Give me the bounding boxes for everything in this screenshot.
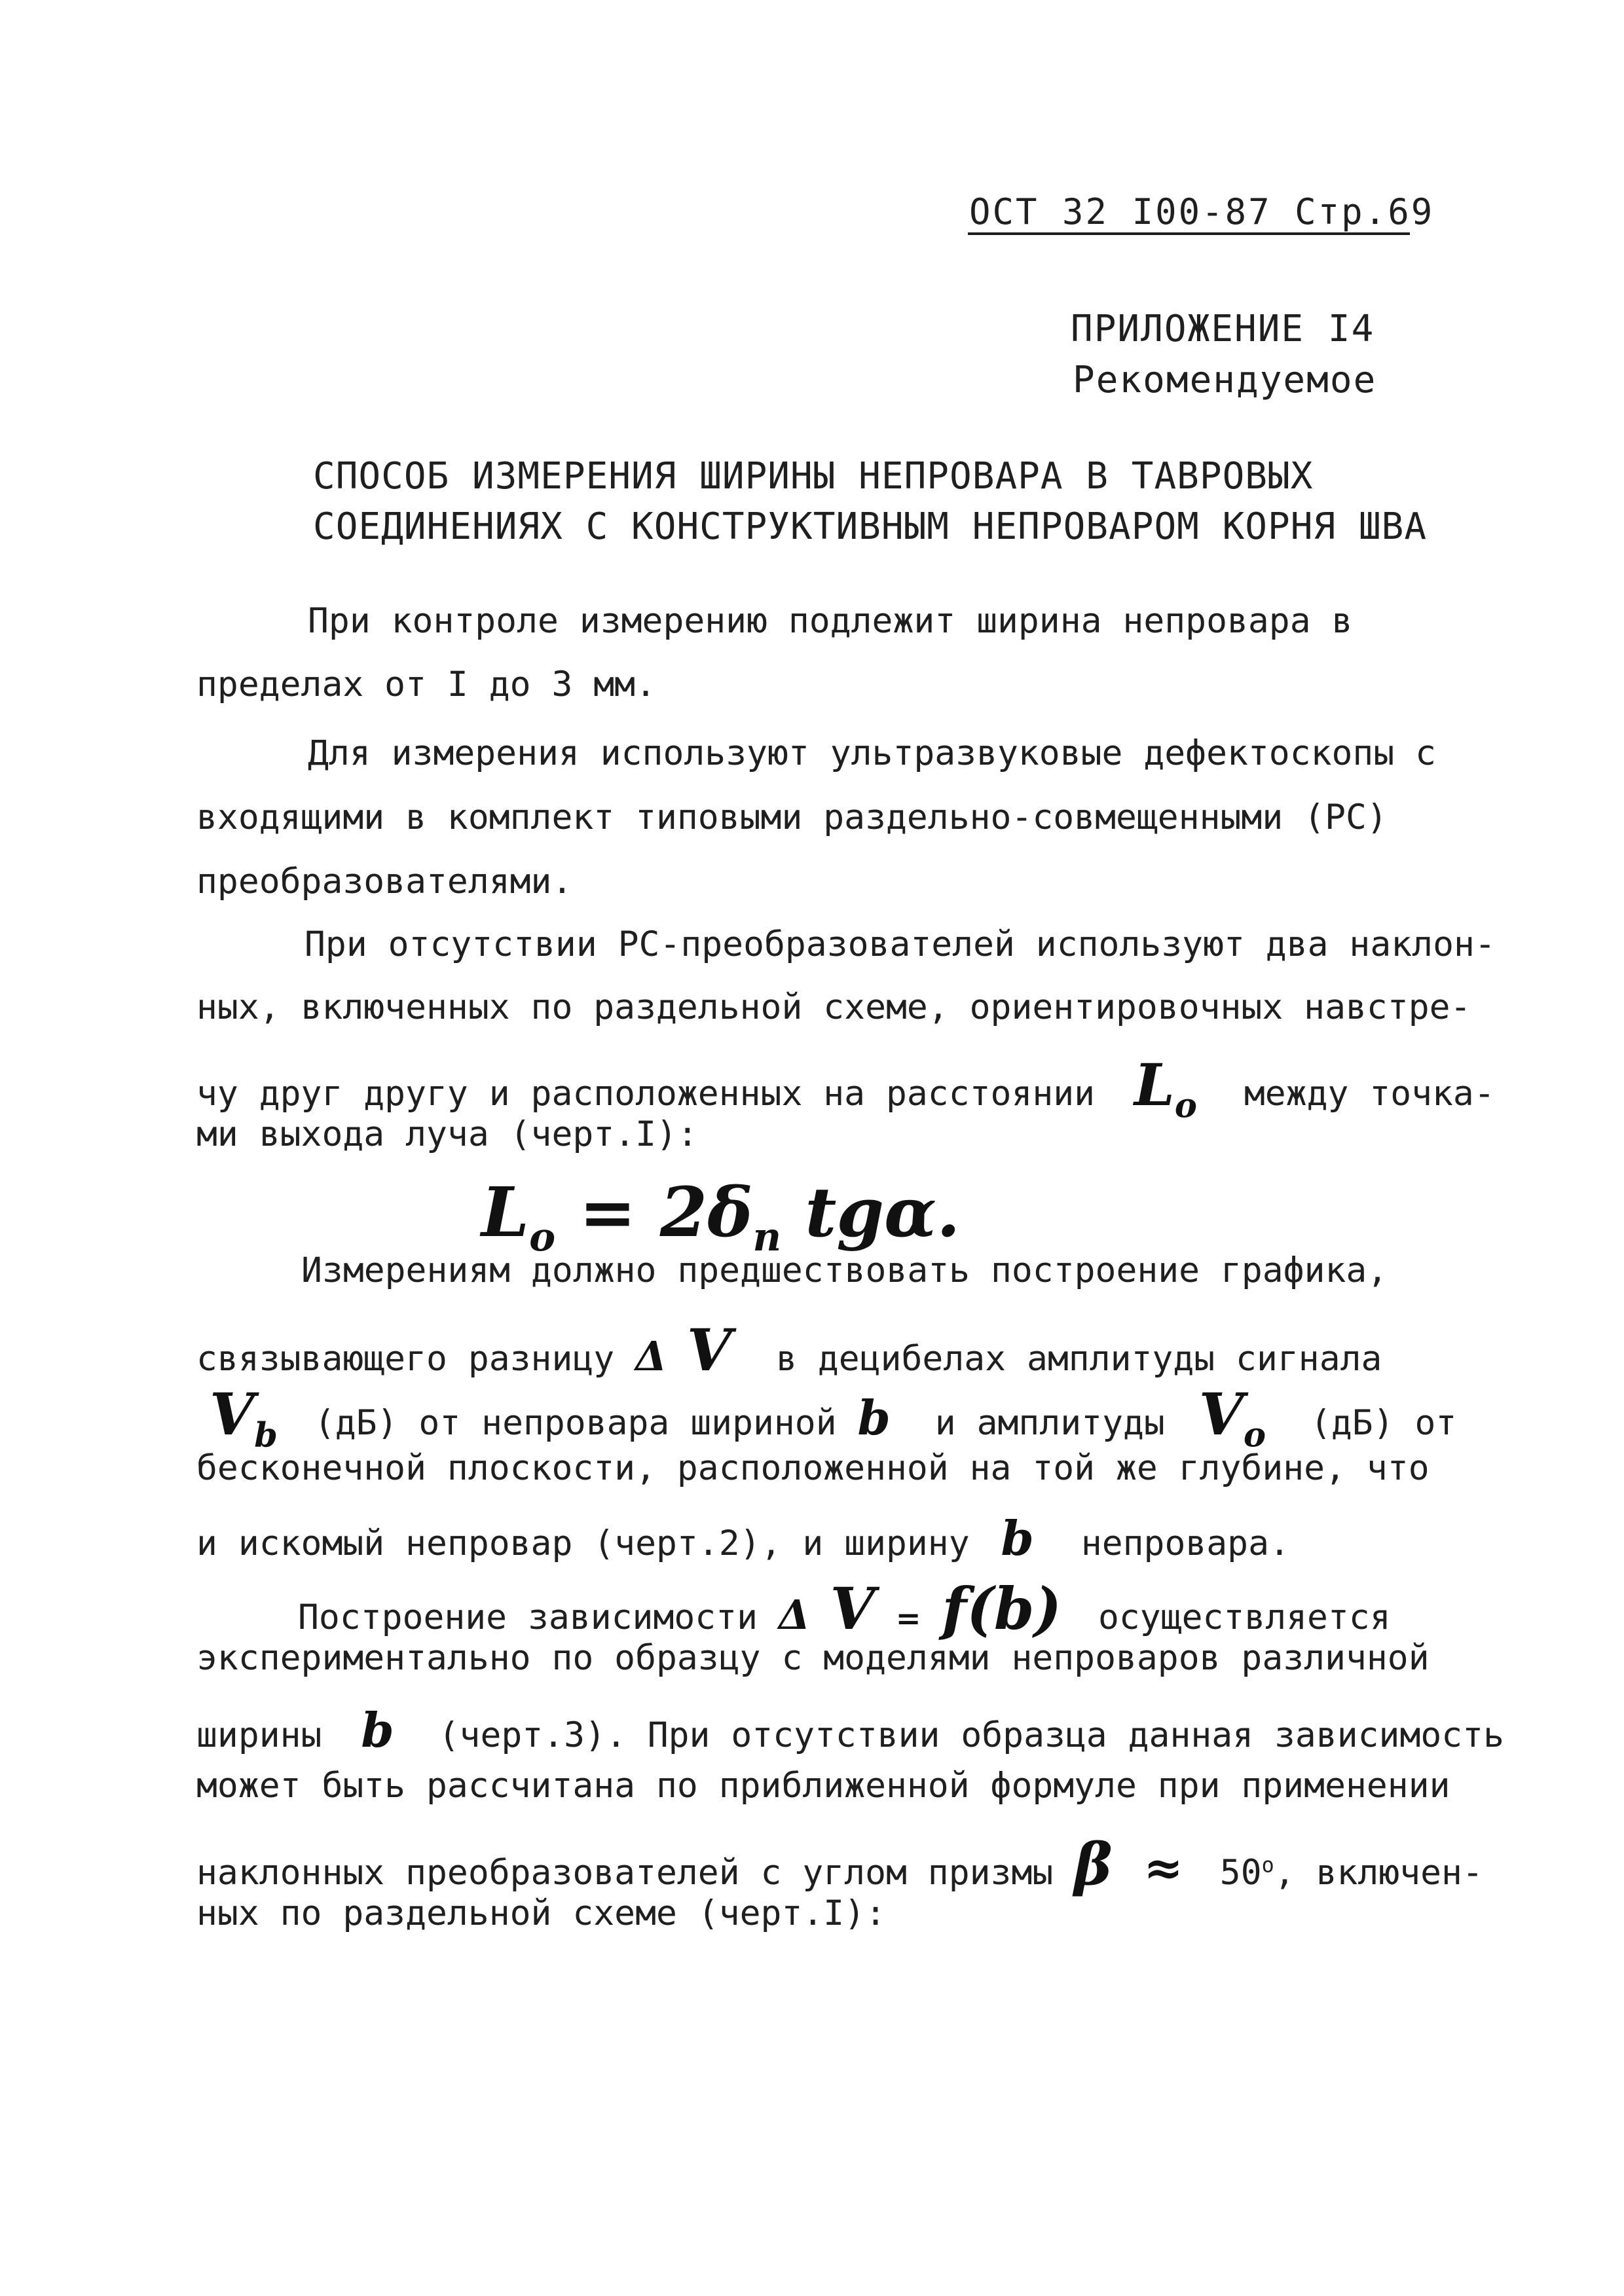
paragraph-2-line-1: Для измерения используют ультразвуковые дефектоскопы с	[308, 733, 1437, 773]
document-header-code: ОСТ 32 I00-87 Стр.69	[969, 191, 1435, 232]
paragraph-5-line-5: наклонных преобразователей с углом призмы β ≈ 50$^o$, включен-	[196, 1830, 1483, 1898]
paragraph-4-line-3: $V_b$ (дБ) от непровара шириной b и амплитуды $V_o$ (дБ) от	[210, 1380, 1457, 1455]
symbol-beta: β	[1074, 1830, 1113, 1898]
symbol-b: b	[1001, 1510, 1034, 1566]
paragraph-1-line-1: При контроле измерению подлежит ширина непровара в	[308, 601, 1353, 641]
paragraph-2-line-3: преобразователями.	[196, 862, 573, 902]
symbol-Vb: $V_b$	[210, 1380, 278, 1455]
appendix-status: Рекомендуемое	[1073, 359, 1377, 401]
paragraph-5-line-6: ных по раздельной схеме (черт.I):	[196, 1893, 886, 1933]
paragraph-4-line-1: Измерениям должно предшествовать построение графика,	[301, 1250, 1388, 1290]
appendix-label: ПРИЛОЖЕНИЕ I4	[1071, 308, 1375, 350]
symbol-L0: $L_o$	[1134, 1051, 1197, 1126]
symbol-delta-V: Δ V	[778, 1575, 875, 1643]
symbol-V0: $V_o$	[1198, 1380, 1266, 1455]
paragraph-5-line-4: может быть рассчитана по приближенной формуле при применении	[196, 1766, 1450, 1806]
symbol-delta-V: Δ V	[635, 1316, 732, 1384]
symbol-approx: ≈	[1143, 1840, 1183, 1895]
header-underline	[968, 232, 1410, 235]
symbol-f-of-b: f(b)	[942, 1575, 1062, 1643]
paragraph-3-line-4: ми выхода луча (черт.I):	[196, 1114, 698, 1154]
paragraph-5-line-3: ширины b (черт.3). При отсутствии образца данная зависимость	[196, 1702, 1504, 1758]
paragraph-2-line-2: входящими в комплект типовыми раздельно-совмещенными (РС)	[196, 797, 1388, 837]
paragraph-3-line-2: ных, включенных по раздельной схеме, ориентировочных навстре-	[196, 987, 1471, 1027]
paragraph-5-line-1: Построение зависимости Δ V = f(b) осуществляется	[298, 1575, 1391, 1643]
title-line-1: СПОСОБ ИЗМЕРЕНИЯ ШИРИНЫ НЕПРОВАРА В ТАВРОВЫХ	[313, 455, 1314, 498]
paragraph-1-line-2: пределах от I до 3 мм.	[196, 665, 656, 704]
paragraph-4-line-5: и искомый непровар (черт.2), и ширину b непровара.	[196, 1510, 1290, 1566]
paragraph-4-line-4: бесконечной плоскости, расположенной на той же глубине, что	[196, 1448, 1430, 1488]
title-line-2: СОЕДИНЕНИЯХ С КОНСТРУКТИВНЫМ НЕПРОВАРОМ КОРНЯ ШВА	[313, 505, 1428, 548]
paragraph-3-line-1: При отсутствии РС-преобразователей используют два наклон-	[304, 924, 1496, 964]
paragraph-3-line-3-text-a: чу друг другу и расположенных на расстоянии	[196, 1074, 1096, 1114]
symbol-b: b	[361, 1702, 394, 1758]
formula-L0: $L_o = 2\delta_n$ tgα.	[481, 1172, 961, 1260]
paragraph-3-line-3-text-b: между точка-	[1244, 1074, 1495, 1114]
paragraph-4-line-2: связывающего разницу Δ V в децибелах амплитуды сигнала	[196, 1316, 1382, 1384]
symbol-b: b	[857, 1390, 891, 1446]
paragraph-5-line-2: экспериментально по образцу с моделями непроваров различной	[196, 1638, 1430, 1678]
